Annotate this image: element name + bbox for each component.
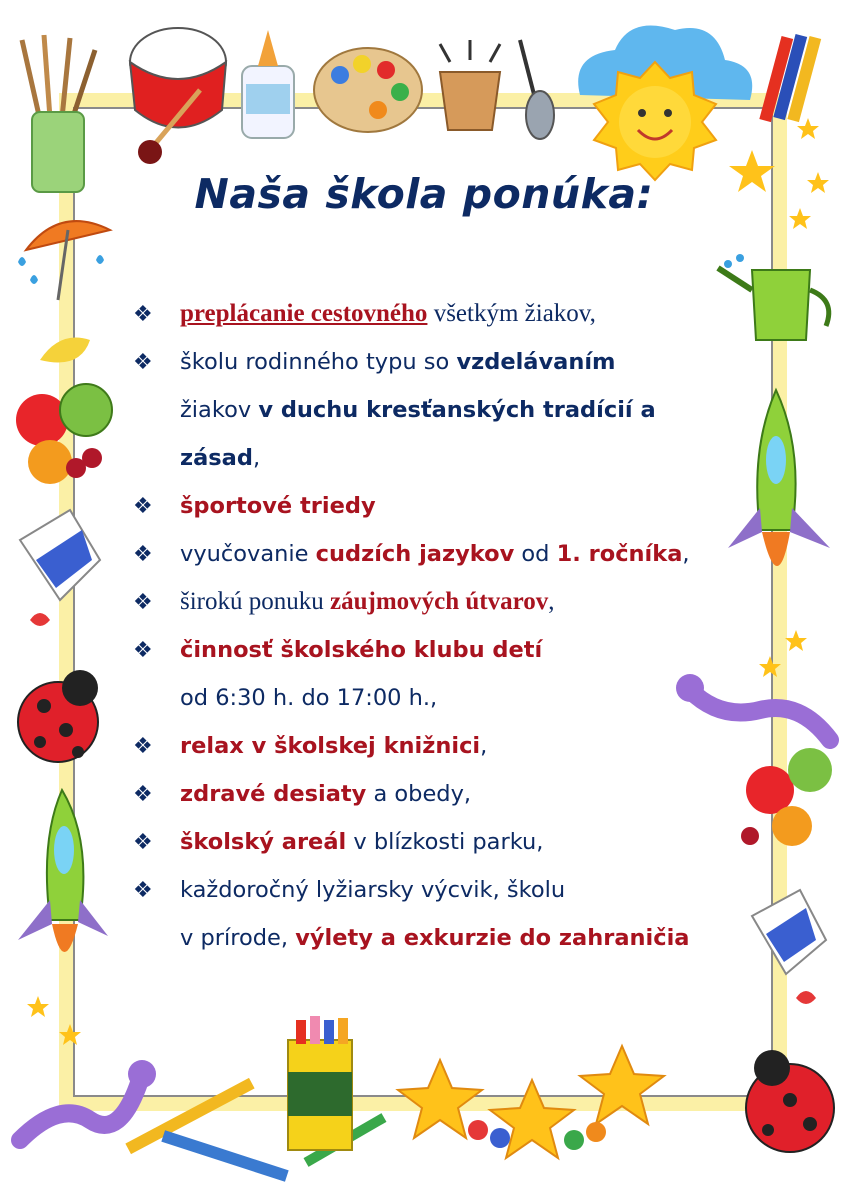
paint-palette-icon xyxy=(314,48,422,132)
list-item-continuation: od 6:30 h. do 17:00 h., xyxy=(180,685,438,711)
list-item: ❖ relax v školskej knižnici, xyxy=(133,722,753,770)
list-item: ❖ školu rodinného typu so vzdelávaním xyxy=(133,338,753,386)
list-item: ❖ športové triedy xyxy=(133,482,753,530)
paintbrush-cup-icon xyxy=(22,35,95,192)
bullet-icon: ❖ xyxy=(133,302,153,327)
drum-icon xyxy=(130,28,226,164)
fruits-icon xyxy=(16,338,112,485)
list-item: ❖ školský areál v blízkosti parku, xyxy=(133,818,753,866)
list-item: ❖ zdravé desiaty a obedy, xyxy=(133,770,753,818)
crayon-box-icon xyxy=(288,1016,352,1150)
page-title: Naša škola ponúka: xyxy=(194,170,654,218)
bullet-icon: ❖ xyxy=(133,590,153,615)
bullet-icon: ❖ xyxy=(133,350,153,375)
rocket-icon xyxy=(18,790,108,952)
ladybug-icon xyxy=(18,670,98,762)
list-item: ❖ širokú ponuku záujmových útvarov, xyxy=(133,578,753,626)
bullet-icon: ❖ xyxy=(133,638,153,663)
bullet-icon: ❖ xyxy=(133,830,153,855)
ladybug-icon xyxy=(746,1050,834,1152)
list-item-continuation: zásad, xyxy=(180,445,261,471)
star-characters-icon xyxy=(398,1046,664,1158)
glue-bottle-icon xyxy=(242,30,294,138)
bullet-icon: ❖ xyxy=(133,494,153,519)
list-item-continuation: žiakov v duchu kresťanských tradícií a xyxy=(180,397,656,423)
crayons-icon xyxy=(759,34,821,122)
bullet-icon: ❖ xyxy=(133,734,153,759)
bullet-icon: ❖ xyxy=(133,878,153,903)
list-item: ❖ vyučovanie cudzích jazykov od 1. ročníka, xyxy=(133,530,753,578)
offer-list xyxy=(133,290,753,962)
list-item: ❖ činnosť školského klubu detí xyxy=(133,626,753,674)
paint-tube-icon xyxy=(752,890,826,1004)
flowerpot-trowel-icon xyxy=(440,40,554,139)
list-item: ❖ každoročný lyžiarsky výcvik, školu xyxy=(133,866,753,914)
bullet-icon: ❖ xyxy=(133,542,153,567)
list-item-continuation: v prírode, výlety a exkurzie do zahraničia xyxy=(180,925,690,951)
list-item: ❖ preplácanie cestovného všetkým žiakov, xyxy=(133,290,753,338)
bullet-icon: ❖ xyxy=(133,782,153,807)
